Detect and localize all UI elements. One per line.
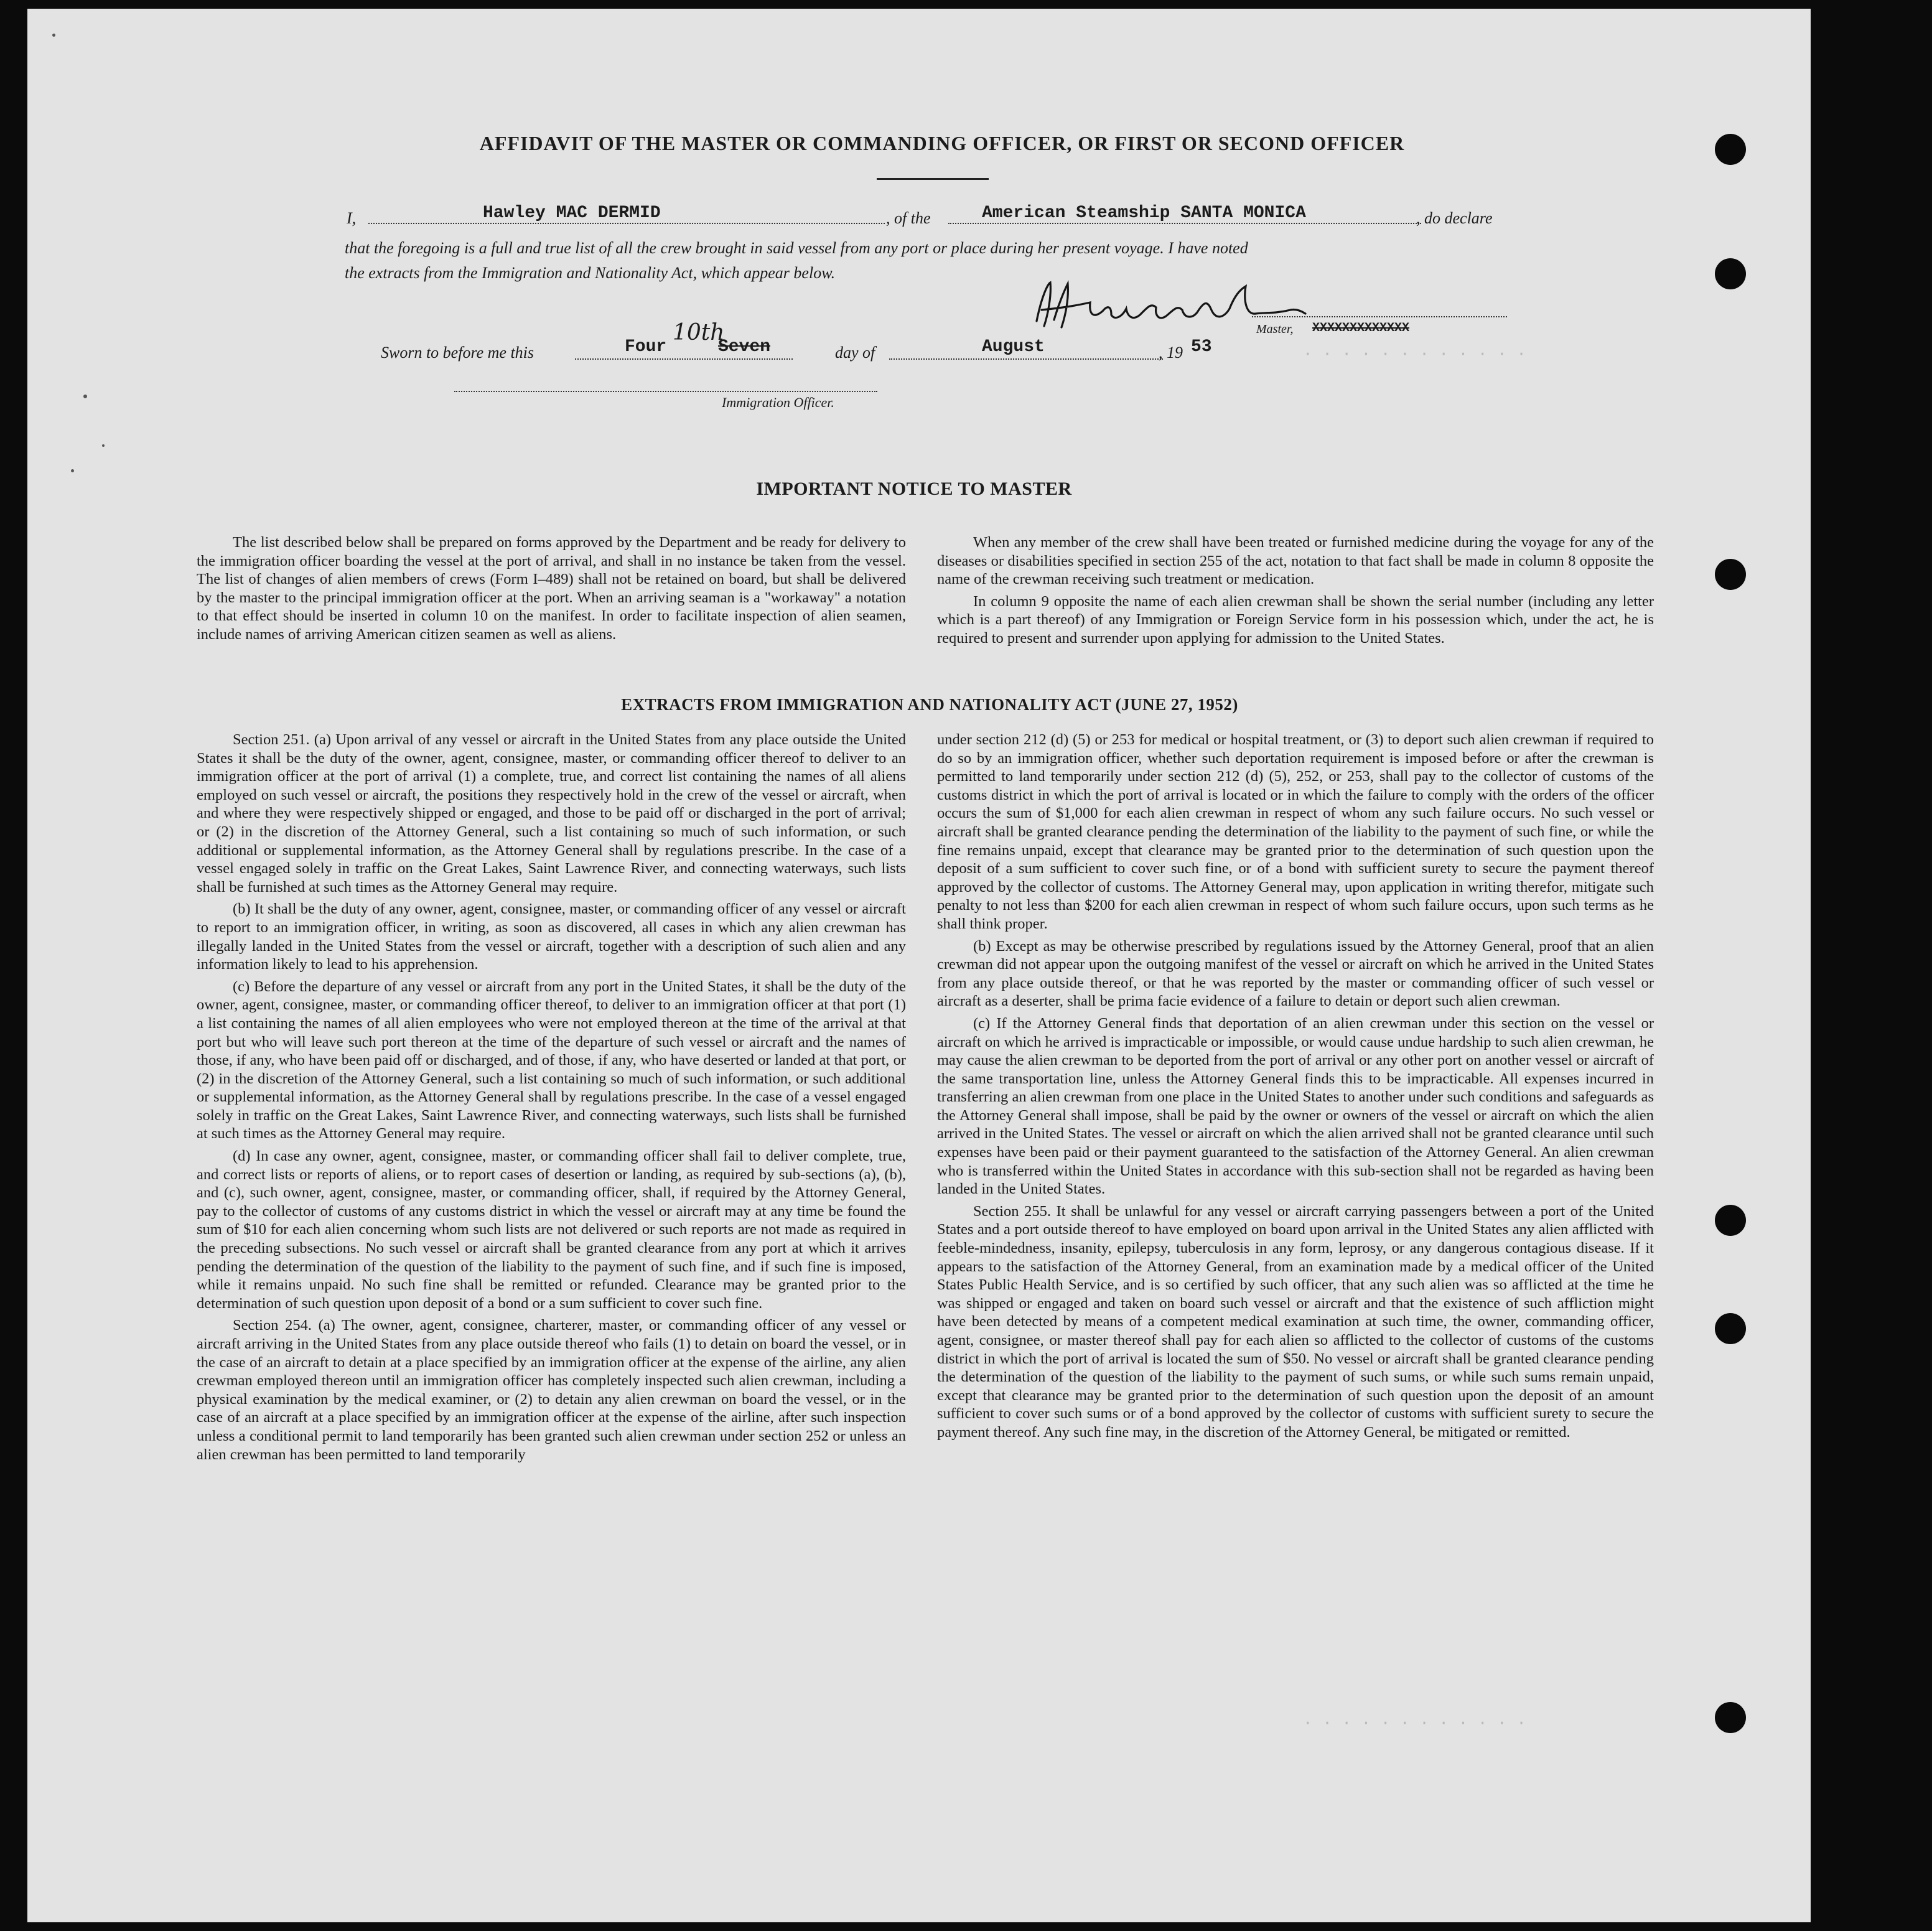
heading-divider xyxy=(877,178,989,180)
declaration-prefix: I, xyxy=(347,209,357,227)
act-paragraph: under section 212 (d) (5) or 253 for medical or hospital treatment, or (3) to deport such alien crewman if required to do so by an immigration officer, whether such deportation requirement is imposed before or after the crewman is permitted to land temporarily under section 212 (d) (5), 252, or 253, shall pay to the collector of customs of the customs district in which the port of arrival is located or in which the failure to comply with the orders of the officer occurs the sum of $1,000 for each alien crewman in respect of whom any such failure occurs. No such vessel or aircraft shall be granted clearance pending the determination of the liability to the payment of such fine, or while the fine remains unpaid, except that clearance may be granted prior to the determination of such question upon the deposit of a sum sufficient to cover such fine, or of a bond with sufficient surety to secure the payment thereof approved by the collector of customs. The Attorney General may, upon application in writing therefor, mitigate such penalty to not less than $200 for each alien crewman in respect of whom such failure occurs, upon such terms as he shall think proper. xyxy=(937,731,1654,932)
vessel-underline xyxy=(948,223,1421,224)
struck-role-text: XXXXXXXXXXXXX xyxy=(1312,321,1410,335)
notice-left-column xyxy=(197,533,906,648)
sworn-month-underline xyxy=(889,358,1163,360)
act-paragraph: (d) In case any owner, agent, consignee, master, or commanding officer shall fail to deliver complete, true, and correct lists or reports of aliens, or to report cases of desertion or landing, as required by sub-sections (a), (b), and (c), such owner, agent, consignee, master, or commanding officer, shall, if required by the Attorney General, pay to the collector of customs of any customs district in which the vessel or aircraft may at any time be found the sum of $10 for each alien concerning whom such lists are not delivered or such reports are not made as required in the preceding subsections. No such vessel or aircraft shall be granted clearance from any port at which it arrives pending the determination of the question of the liability to the payment of such fine, and if such fine is imposed, while it remains unpaid. No such fine shall be remitted or refunded. Clearance may be granted prior to the determination of such question upon deposit of a bond or a sum sufficient to cover such fine. xyxy=(197,1148,906,1312)
extracts-right-column xyxy=(937,731,1654,1446)
sworn-prefix: Sworn to before me this xyxy=(381,344,534,362)
sworn-day-of: day of xyxy=(835,344,875,362)
notice-paragraph: In column 9 opposite the name of each alien crewman shall be shown the serial number (including any letter which is a part thereof) of any Immigration or Foreign Service form in his possession which, under the act, he is required to present and surrender upon applying for admission to the United States. xyxy=(937,592,1654,647)
extracts-title: EXTRACTS FROM IMMIGRATION AND NATIONALITY ACT (JUNE 27, 1952) xyxy=(621,695,1238,714)
sworn-day: Four xyxy=(625,337,667,357)
binder-hole xyxy=(1715,1205,1746,1236)
binder-hole xyxy=(1715,1702,1746,1733)
sworn-month: August xyxy=(982,337,1045,357)
sworn-year: 53 xyxy=(1191,337,1212,357)
scan-speck xyxy=(102,444,105,447)
binder-hole xyxy=(1715,1313,1746,1344)
binder-hole xyxy=(1715,134,1746,165)
notice-paragraph: When any member of the crew shall have been treated or furnished medicine during the voyage for any of the diseases or disabilities specified in section 255 of the act, notation to that fact shall be made in column 8 opposite the name of the crewman receiving such treatment or medication. xyxy=(937,534,1654,588)
vessel-name: American Steamship SANTA MONICA xyxy=(982,203,1306,223)
binder-hole xyxy=(1715,258,1746,289)
officer-signature-line xyxy=(454,391,877,392)
declaration-line-2: that the foregoing is a full and true list of all the crew brought in said vessel from any port or place during her present voyage. I have noted xyxy=(345,239,1248,257)
declaration-line-3: the extracts from the Immigration and Nationality Act, which appear below. xyxy=(345,264,836,282)
document-page xyxy=(27,9,1811,1922)
immigration-officer-label: Immigration Officer. xyxy=(722,395,834,410)
act-paragraph: Section 251. (a) Upon arrival of any vessel or aircraft in the United States from any place outside the United States it shall be the duty of the owner, agent, consignee, master, or commanding officer thereof to deliver to an immigration officer at the port of arrival (1) a complete, true, and correct list containing the names of all aliens employed on such vessel or aircraft, the positions they respectively hold in the crew of the vessel or aircraft, when and where they were respectively shipped or engaged, and those to be paid off or discharged in the port of arrival; or (2) in the discretion of the Attorney General, such a list containing so much of such information, or such additional or supplemental information, as the Attorney General shall by regulations prescribe. In the case of a vessel engaged solely in traffic on the Great Lakes, Saint Lawrence River, and connecting waterways, such lists shall be furnished at such times as the Attorney General may require. xyxy=(197,731,906,895)
sworn-day-struck: Seven xyxy=(718,337,771,357)
sworn-day-underline xyxy=(575,358,793,360)
bleed-through-text: · · · · · · · · · · · · xyxy=(1303,345,1526,363)
notice-title: IMPORTANT NOTICE TO MASTER xyxy=(756,479,1072,499)
scan-speck xyxy=(83,395,87,398)
master-name: Hawley MAC DERMID xyxy=(483,203,661,223)
act-paragraph: (b) Except as may be otherwise prescribed by regulations issued by the Attorney General, proof that an alien crewman did not appear upon the outgoing manifest of the vessel or aircraft on which he arrived in the United States from any place outside thereof, or that he was reported by the master or commanding officer of such vessel or aircraft as a deserter, shall be prima facie evidence of a failure to detain or deport such alien crewman. xyxy=(937,937,1654,1010)
master-role-label: Master, xyxy=(1256,322,1294,336)
extracts-left-column xyxy=(197,731,906,1467)
binder-hole xyxy=(1715,559,1746,590)
scan-speck xyxy=(71,469,74,472)
act-paragraph: (c) If the Attorney General finds that deportation of an alien crewman under this section on the vessel or aircraft on which he arrived is impracticable or impossible, or would cause undue hardship to such alien crewman, he may cause the alien crewman to be deported from the port of arrival or any other port on another vessel or aircraft of the same transportation line, unless the Attorney General finds this to be impracticable. All expenses incurred in transferring an alien crewman from one place in the United States to another under such conditions and safeguards as the Attorney General shall impose, shall be paid by the owner or owners of the vessel or aircraft on which the alien arrived in the United States. The vessel or aircraft on which the alien arrived shall not be granted clearance until such expenses have been paid or their payment guaranteed to the satisfaction of the Attorney General. An alien crewman who is transferred within the United States in accordance with this sub-section shall not be regarded as having been landed in the United States. xyxy=(937,1014,1654,1198)
bleed-through-text: · · · · · · · · · · · · xyxy=(1303,1714,1526,1732)
act-paragraph: (b) It shall be the duty of any owner, agent, consignee, master, or commanding officer of any vessel or aircraft to report to an immigration officer, in writing, as soon as discovered, all cases in which any alien crewman has illegally landed in the United States from the vessel or aircraft, together with a description of such alien and any information likely to lead to his apprehension. xyxy=(197,900,906,973)
declaration-do-declare: , do declare xyxy=(1416,209,1493,227)
sworn-day-handwritten: 10th xyxy=(673,320,725,345)
declaration-of-the: , of the xyxy=(886,209,931,227)
act-paragraph: Section 254. (a) The owner, agent, consignee, charterer, master, or commanding officer of any vessel or aircraft arriving in the United States from any place outside thereof who fails (1) to detain on board the vessel, or in the case of an aircraft to detain at a place specified by an immigration officer at the expense of the airline, any alien crewman employed thereon until an immigration officer has completely inspected such alien crewman, including a physical examination by the medical examiner, or (2) to detain any alien crewman on board the vessel, or in the case of an aircraft at a place specified by an immigration officer at the expense of the airline, after such inspection unless a conditional permit to land temporarily has been granted such alien crewman under section 252 or unless an alien crewman has been permitted to land temporarily xyxy=(197,1317,906,1463)
signature-line xyxy=(1252,316,1507,317)
scan-speck xyxy=(52,34,55,37)
notice-right-column xyxy=(937,533,1654,652)
notice-paragraph: The list described below shall be prepared on forms approved by the Department and be ready for delivery to the immigration officer boarding the vessel at the port of arrival, and shall in no instance be taken from the vessel. The list of changes of alien members of crews (Form I–489) shall not be retained on board, but shall be delivered by the master to the principal immigration officer at the port. When an arriving seaman is a "workaway" a notation to that effect should be inserted in column 10 on the manifest. In order to facilitate inspection of alien seamen, include names of arriving American citizen seamen as well as aliens. xyxy=(197,534,906,643)
affidavit-heading: AFFIDAVIT OF THE MASTER OR COMMANDING OFFICER, OR FIRST OR SECOND OFFICER xyxy=(479,132,1405,154)
act-paragraph: Section 255. It shall be unlawful for any vessel or aircraft carrying passengers between a port of the United States and a port outside thereof to have employed on board upon arrival in the United States any alien afflicted with feeble-mindedness, insanity, epilepsy, tuberculosis in any form, leprosy, or any dangerous contagious disease. If it appears to the satisfaction of the Attorney General, from an examination made by a medical officer of the United States Public Health Service, and is so certified by such officer, that any such alien was so afflicted at the time he was shipped or engaged and taken on board such vessel or aircraft and that the existence of such affliction might have been detected by means of a competent medical examination at such time, the owner, commanding officer, agent, consignee, or master thereof shall pay for each alien so afflicted to the collector of customs of the customs district in which the port of arrival is located the sum of $50. No vessel or aircraft shall be granted clearance pending the determination of the question of the liability to the payment of such sums, or while such sums remain unpaid, except that clearance may be granted prior to the determination of such question upon the deposit of an amount sufficient to cover such sums or of a bond approved by the collector of customs with sufficient surety to secure the payment thereof. Any such fine may, in the discretion of the Attorney General, be mitigated or remitted. xyxy=(937,1202,1654,1441)
act-paragraph: (c) Before the departure of any vessel or aircraft from any port in the United States, it shall be the duty of the owner, agent, consignee, master, or commanding officer thereof, to deliver to an immigration officer at that port (1) a list containing the names of all alien employees who were not employed thereon at the time of the arrival at that port but who will leave such port thereon at the time of the departure of such vessel or aircraft and the names of those, if any, who have been paid off or discharged, and of those, if any, who have deserted or landed at that port, or (2) in the discretion of the Attorney General, such a list containing so much of such information, or such additional or supplemental information, as the Attorney General shall by regulations prescribe. In the case of a vessel engaged solely in traffic on the Great Lakes, Saint Lawrence River, and connecting waterways, such lists shall be furnished at such times as the Attorney General may require. xyxy=(197,978,906,1143)
sworn-year-prefix: , 19 xyxy=(1159,344,1183,362)
name-underline xyxy=(368,223,885,224)
